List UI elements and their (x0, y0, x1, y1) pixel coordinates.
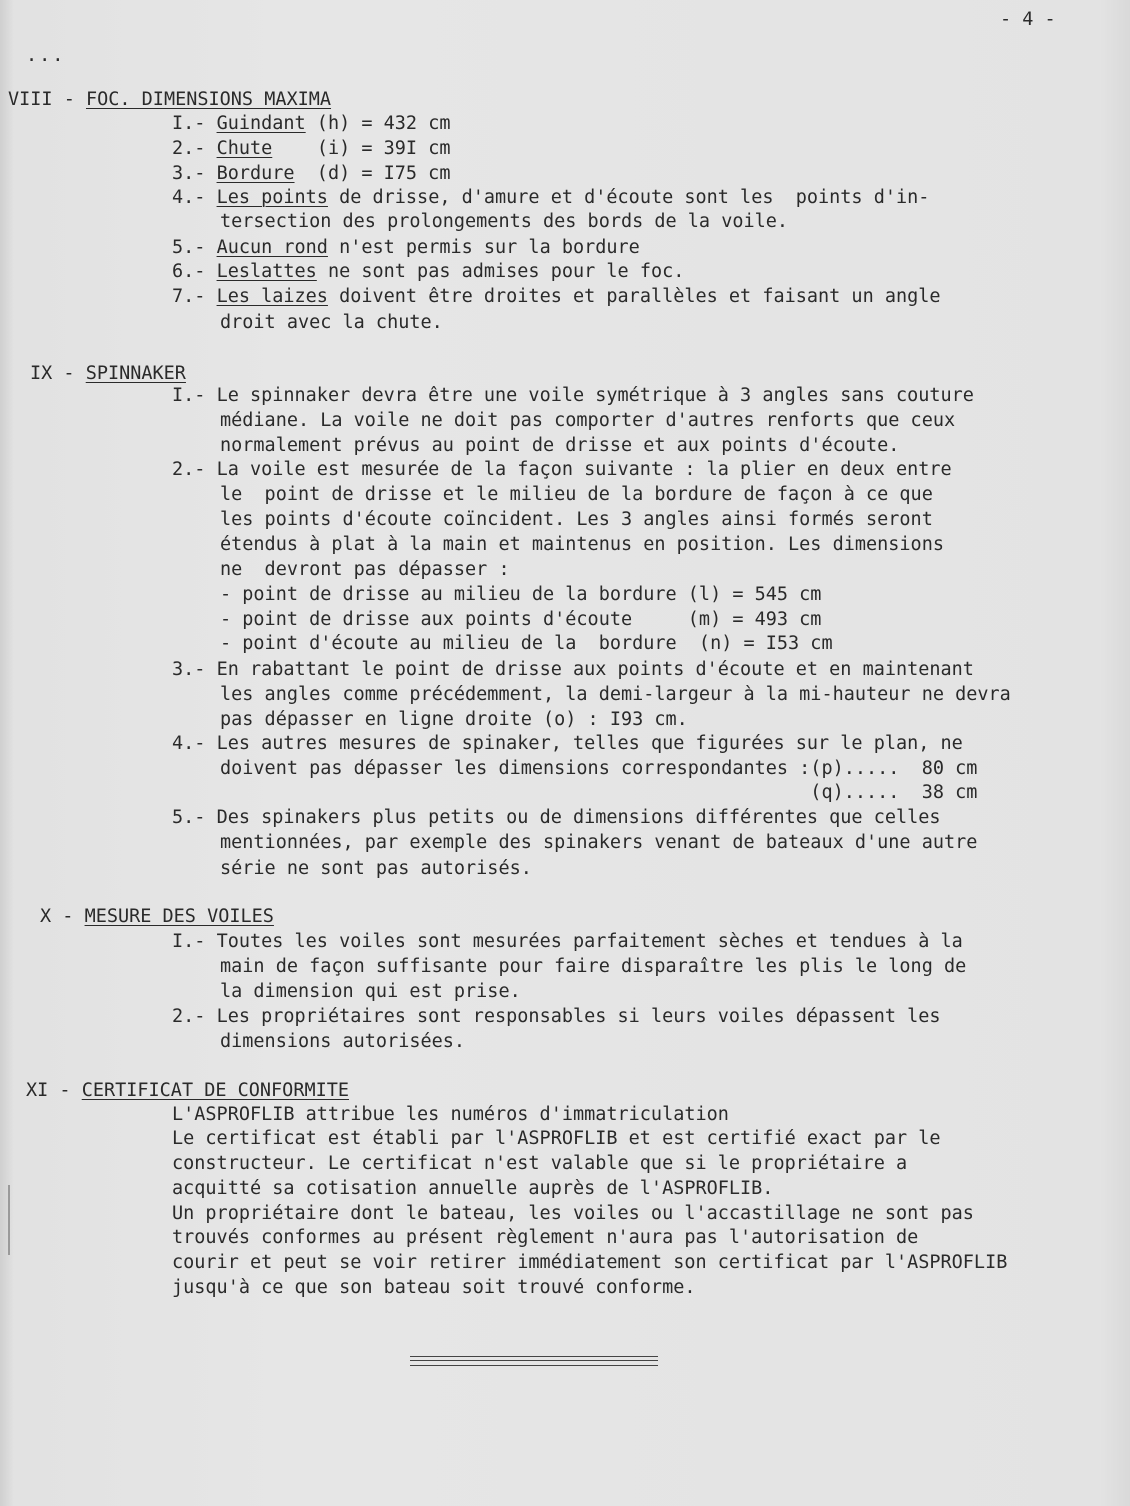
list-item: 3.- Bordure (d) = I75 cm (172, 163, 451, 184)
list-item: 6.- Leslattes ne sont pas admises pour le foc. (172, 261, 685, 282)
continuation-mark: ... (26, 45, 66, 66)
binding-edge (8, 1185, 10, 1255)
list-item-continuation: normalement prévus au point de drisse et aux points d'écoute. (220, 435, 900, 456)
dimension-line: - point de drisse au milieu de la bordure (l) = 545 cm (220, 584, 822, 605)
list-item-continuation: (q)..... 38 cm (220, 782, 978, 803)
paragraph-line: acquitté sa cotisation annuelle auprès de l'ASPROFLIB. (172, 1178, 774, 1199)
section-heading: IX - SPINNAKER (30, 363, 186, 384)
paragraph-line: constructeur. Le certificat n'est valable que si le propriétaire a (172, 1153, 908, 1174)
list-item-continuation: tersection des prolongements des bords de la voile. (220, 211, 789, 232)
paragraph-line: jusqu'à ce que son bateau soit trouvé conforme. (172, 1277, 696, 1298)
list-item-continuation: doivent pas dépasser les dimensions correspondantes :(p)..... 80 cm (220, 758, 978, 779)
section-title: SPINNAKER (85, 363, 186, 384)
list-item-continuation: les points d'écoute coïncident. Les 3 angles ainsi formés seront (220, 509, 933, 530)
list-item: 5.- Des spinakers plus petits ou de dimensions différentes que celles (172, 807, 941, 828)
list-item-continuation: ne devront pas dépasser : (220, 559, 510, 580)
list-item: 2.- Chute (i) = 39I cm (172, 138, 451, 159)
paragraph-line: courir et peut se voir retirer immédiatement son certificat par l'ASPROFLIB (172, 1252, 1008, 1273)
paragraph-line: L'ASPROFLIB attribue les numéros d'immatriculation (172, 1104, 729, 1125)
dimension-line: - point d'écoute au milieu de la bordure (n) = I53 cm (220, 633, 833, 654)
end-rule (410, 1356, 658, 1366)
list-item: 3.- En rabattant le point de drisse aux points d'écoute et en maintenant (172, 659, 974, 680)
section-title: CERTIFICAT DE CONFORMITE (81, 1080, 350, 1101)
list-item-continuation: droit avec la chute. (220, 312, 443, 333)
list-item: 5.- Aucun rond n'est permis sur la bordure (172, 237, 640, 258)
section-heading: XI - CERTIFICAT DE CONFORMITE (26, 1080, 350, 1101)
section-heading: X - MESURE DES VOILES (40, 906, 274, 927)
list-item: 4.- Les autres mesures de spinaker, telles que figurées sur le plan, ne (172, 733, 963, 754)
list-item: 7.- Les laizes doivent être droites et parallèles et faisant un angle (172, 286, 941, 307)
list-item-continuation: mentionnées, par exemple des spinakers venant de bateaux d'une autre (220, 832, 978, 853)
paragraph-line: trouvés conformes au présent règlement n'aura pas l'autorisation de (172, 1227, 919, 1248)
dimension-line: - point de drisse aux points d'écoute (m) = 493 cm (220, 609, 822, 630)
list-item: I.- Le spinnaker devra être une voile symétrique à 3 angles sans couture (172, 385, 974, 406)
list-item-continuation: le point de drisse et le milieu de la bordure de façon à ce que (220, 484, 933, 505)
list-item: 2.- La voile est mesurée de la façon suivante : la plier en deux entre (172, 459, 952, 480)
list-item-continuation: les angles comme précédemment, la demi-largeur à la mi-hauteur ne devra (220, 684, 1011, 705)
paragraph-line: Le certificat est établi par l'ASPROFLIB et est certifié exact par le (172, 1128, 941, 1149)
list-item-continuation: série ne sont pas autorisés. (220, 858, 532, 879)
section-title: FOC. DIMENSIONS MAXIMA (85, 89, 332, 110)
paragraph-line: Un propriétaire dont le bateau, les voiles ou l'accastillage ne sont pas (172, 1203, 974, 1224)
list-item: I.- Toutes les voiles sont mesurées parfaitement sèches et tendues à la (172, 931, 963, 952)
section-heading: VIII - FOC. DIMENSIONS MAXIMA (8, 89, 332, 110)
list-item-continuation: dimensions autorisées. (220, 1031, 466, 1052)
list-item-continuation: médiane. La voile ne doit pas comporter d'autres renforts que ceux (220, 410, 956, 431)
section-title: MESURE DES VOILES (84, 906, 274, 927)
list-item-continuation: étendus à plat à la main et maintenus en position. Les dimensions (220, 534, 944, 555)
list-item: 2.- Les propriétaires sont responsables si leurs voiles dépassent les (172, 1006, 941, 1027)
list-item-continuation: la dimension qui est prise. (220, 981, 521, 1002)
list-item: 4.- Les points de drisse, d'amure et d'écoute sont les points d'in- (172, 187, 930, 208)
list-item: I.- Guindant (h) = 432 cm (172, 113, 451, 134)
page-number: - 4 - (1000, 9, 1056, 30)
list-item-continuation: pas dépasser en ligne droite (o) : I93 cm. (220, 709, 688, 730)
list-item-continuation: main de façon suffisante pour faire disparaître les plis le long de (220, 956, 967, 977)
